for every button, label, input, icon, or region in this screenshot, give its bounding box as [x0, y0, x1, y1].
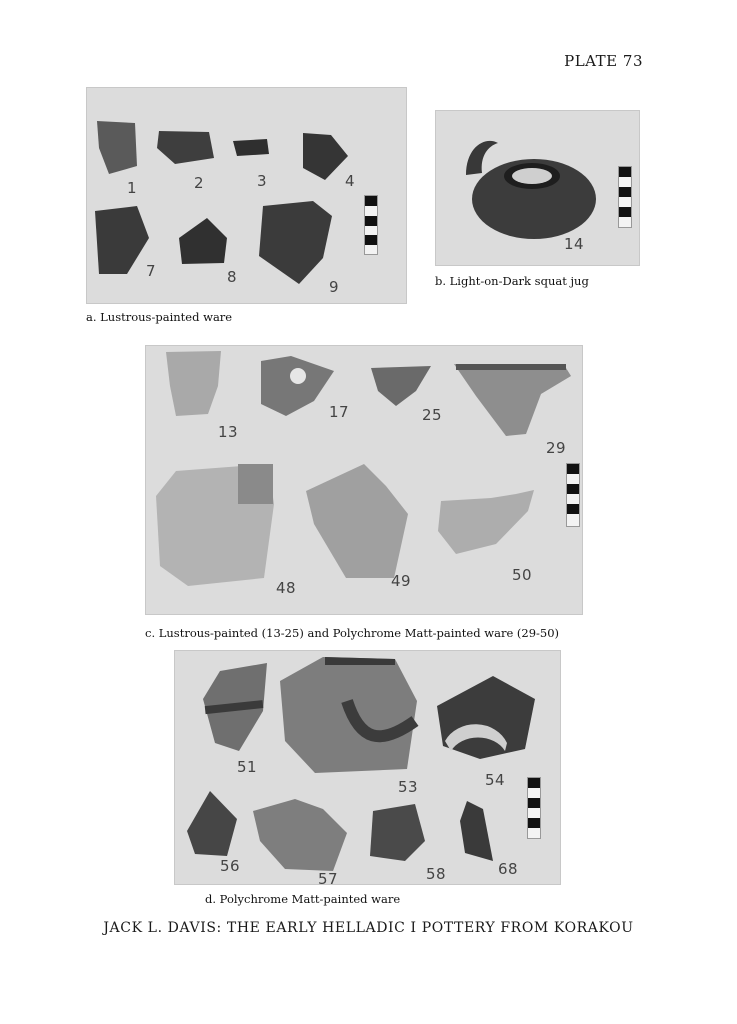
- sherd-number: 8: [227, 268, 238, 286]
- sherd-number: 53: [398, 778, 419, 796]
- running-footer: JACK L. DAVIS: THE EARLY HELLADIC I POTTERY FROM KORAKOU: [103, 920, 634, 936]
- scale-bar: [527, 777, 541, 839]
- caption-a: a. Lustrous-painted ware: [86, 310, 233, 324]
- sherd-number: 7: [146, 262, 157, 280]
- sherd-number: 57: [318, 870, 339, 885]
- sherd-number: 58: [426, 865, 447, 883]
- plate-title: PLATE 73: [564, 52, 643, 70]
- sherd-number: 14: [564, 235, 585, 253]
- figure-panel-b: [435, 110, 640, 266]
- sherd-number: 56: [220, 857, 241, 875]
- sherd-number: 9: [329, 278, 340, 296]
- sherd-number: 1: [127, 179, 138, 197]
- jug-photo: [436, 111, 639, 265]
- sherd-number: 4: [345, 172, 356, 190]
- sherd-number: 68: [498, 860, 519, 878]
- sherd-photo-d: [175, 651, 560, 884]
- sherd-number: 17: [329, 403, 350, 421]
- scale-bar: [364, 195, 378, 255]
- sherd-number: 29: [546, 439, 567, 457]
- figure-panel-d: [174, 650, 561, 885]
- caption-d: d. Polychrome Matt-painted ware: [205, 892, 401, 906]
- sherd-number: 25: [422, 406, 443, 424]
- caption-c: c. Lustrous-painted (13-25) and Polychrome Matt-painted ware (29-50): [145, 626, 560, 640]
- figure-panel-a: [86, 87, 407, 304]
- scale-bar: [566, 463, 580, 527]
- sherd-number: 48: [276, 579, 297, 597]
- sherd-number: 49: [391, 572, 412, 590]
- sherd-number: 50: [512, 566, 533, 584]
- sherd-number: 2: [194, 174, 205, 192]
- scale-bar: [618, 166, 632, 228]
- sherd-number: 51: [237, 758, 258, 776]
- sherd-number: 13: [218, 423, 239, 441]
- sherd-number: 54: [485, 771, 506, 789]
- caption-b: b. Light-on-Dark squat jug: [435, 274, 589, 288]
- sherd-number: 3: [257, 172, 268, 190]
- figure-panel-c: [145, 345, 583, 615]
